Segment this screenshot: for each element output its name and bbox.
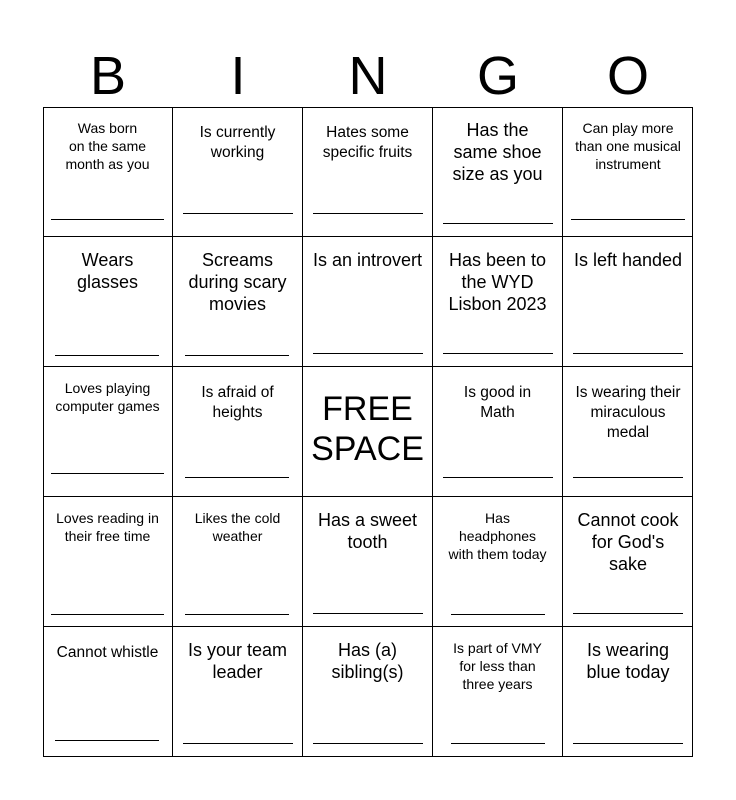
- signature-line[interactable]: [185, 477, 289, 478]
- signature-line[interactable]: [573, 613, 683, 614]
- bingo-cell[interactable]: [303, 497, 433, 627]
- cell-prompt: Loves reading in their free time: [56, 510, 159, 544]
- bingo-cell[interactable]: [563, 237, 693, 367]
- cell-prompt: Likes the cold weather: [194, 510, 281, 544]
- signature-line[interactable]: [313, 353, 423, 354]
- cell-prompt: Loves playing computer games: [55, 380, 160, 414]
- signature-line[interactable]: [51, 219, 164, 220]
- bingo-cell[interactable]: [303, 237, 433, 367]
- bingo-grid: [43, 107, 693, 757]
- bingo-cell[interactable]: [43, 367, 173, 497]
- signature-line[interactable]: [571, 219, 685, 220]
- cell-prompt: Is left handed: [573, 250, 683, 270]
- bingo-cell[interactable]: [43, 107, 173, 237]
- header-letter-b: B: [89, 46, 127, 106]
- cell-prompt: Can play more than one musical instrument: [575, 120, 681, 172]
- cell-prompt: Has a sweet tooth: [317, 510, 418, 552]
- cell-prompt: Has the same shoe size as you: [452, 120, 543, 184]
- cell-prompt: Cannot cook for God's sake: [577, 510, 679, 574]
- bingo-cell[interactable]: [173, 497, 303, 627]
- bingo-cell[interactable]: [563, 497, 693, 627]
- bingo-cell[interactable]: [433, 367, 563, 497]
- signature-line[interactable]: [443, 477, 553, 478]
- cell-prompt: Is part of VMY for less than three years: [453, 640, 542, 692]
- cell-prompt: Is wearing blue today: [586, 640, 670, 682]
- header-letter-n: N: [348, 46, 388, 106]
- cell-prompt: Cannot whistle: [56, 644, 159, 661]
- cell-prompt: Is your team leader: [187, 640, 288, 682]
- cell-prompt: Is currently working: [199, 124, 276, 161]
- bingo-cell[interactable]: [433, 497, 563, 627]
- signature-line[interactable]: [573, 477, 683, 478]
- signature-line[interactable]: [451, 614, 545, 615]
- bingo-header: [43, 46, 693, 106]
- cell-prompt: Was born on the same month as you: [65, 120, 150, 172]
- bingo-cell[interactable]: [43, 497, 173, 627]
- bingo-cell[interactable]: [43, 627, 173, 757]
- signature-line[interactable]: [51, 614, 164, 615]
- signature-line[interactable]: [183, 743, 293, 744]
- signature-line[interactable]: [183, 213, 293, 214]
- signature-line[interactable]: [55, 355, 159, 356]
- bingo-cell[interactable]: [303, 107, 433, 237]
- bingo-cell[interactable]: [173, 237, 303, 367]
- bingo-cell[interactable]: [433, 237, 563, 367]
- bingo-cell[interactable]: [563, 107, 693, 237]
- signature-line[interactable]: [313, 213, 423, 214]
- header-letter-g: G: [476, 46, 519, 106]
- bingo-cell[interactable]: [433, 627, 563, 757]
- signature-line[interactable]: [443, 223, 553, 224]
- cell-prompt: Is wearing their miraculous medal: [575, 384, 681, 441]
- bingo-cell[interactable]: [563, 367, 693, 497]
- signature-line[interactable]: [185, 355, 289, 356]
- header-letter-o: O: [606, 46, 649, 106]
- bingo-cell[interactable]: [173, 627, 303, 757]
- bingo-cell[interactable]: [43, 237, 173, 367]
- signature-line[interactable]: [313, 743, 423, 744]
- header-letter-i: I: [230, 46, 246, 106]
- signature-line[interactable]: [443, 353, 553, 354]
- bingo-cell[interactable]: [173, 367, 303, 497]
- bingo-cell[interactable]: [173, 107, 303, 237]
- bingo-cell[interactable]: [303, 627, 433, 757]
- cell-prompt: Screams during scary movies: [188, 250, 287, 314]
- signature-line[interactable]: [51, 473, 164, 474]
- signature-line[interactable]: [313, 613, 423, 614]
- signature-line[interactable]: [573, 743, 683, 744]
- cell-prompt: Hates some specific fruits: [322, 124, 413, 161]
- cell-prompt: Has (a) sibling(s): [331, 640, 404, 682]
- cell-prompt: Is afraid of heights: [201, 384, 274, 421]
- bingo-cell[interactable]: [563, 627, 693, 757]
- cell-prompt: Has headphones with them today: [448, 510, 547, 562]
- signature-line[interactable]: [573, 353, 683, 354]
- cell-prompt: Wears glasses: [76, 250, 139, 292]
- signature-line[interactable]: [55, 740, 159, 741]
- cell-prompt: Is good in Math: [463, 384, 532, 421]
- cell-prompt: Has been to the WYD Lisbon 2023: [448, 250, 547, 314]
- signature-line[interactable]: [185, 614, 289, 615]
- free-space-label: FREE SPACE: [311, 390, 424, 468]
- cell-prompt: Is an introvert: [312, 250, 423, 270]
- bingo-cell[interactable]: [433, 107, 563, 237]
- signature-line[interactable]: [451, 743, 545, 744]
- free-space-cell[interactable]: [303, 367, 433, 497]
